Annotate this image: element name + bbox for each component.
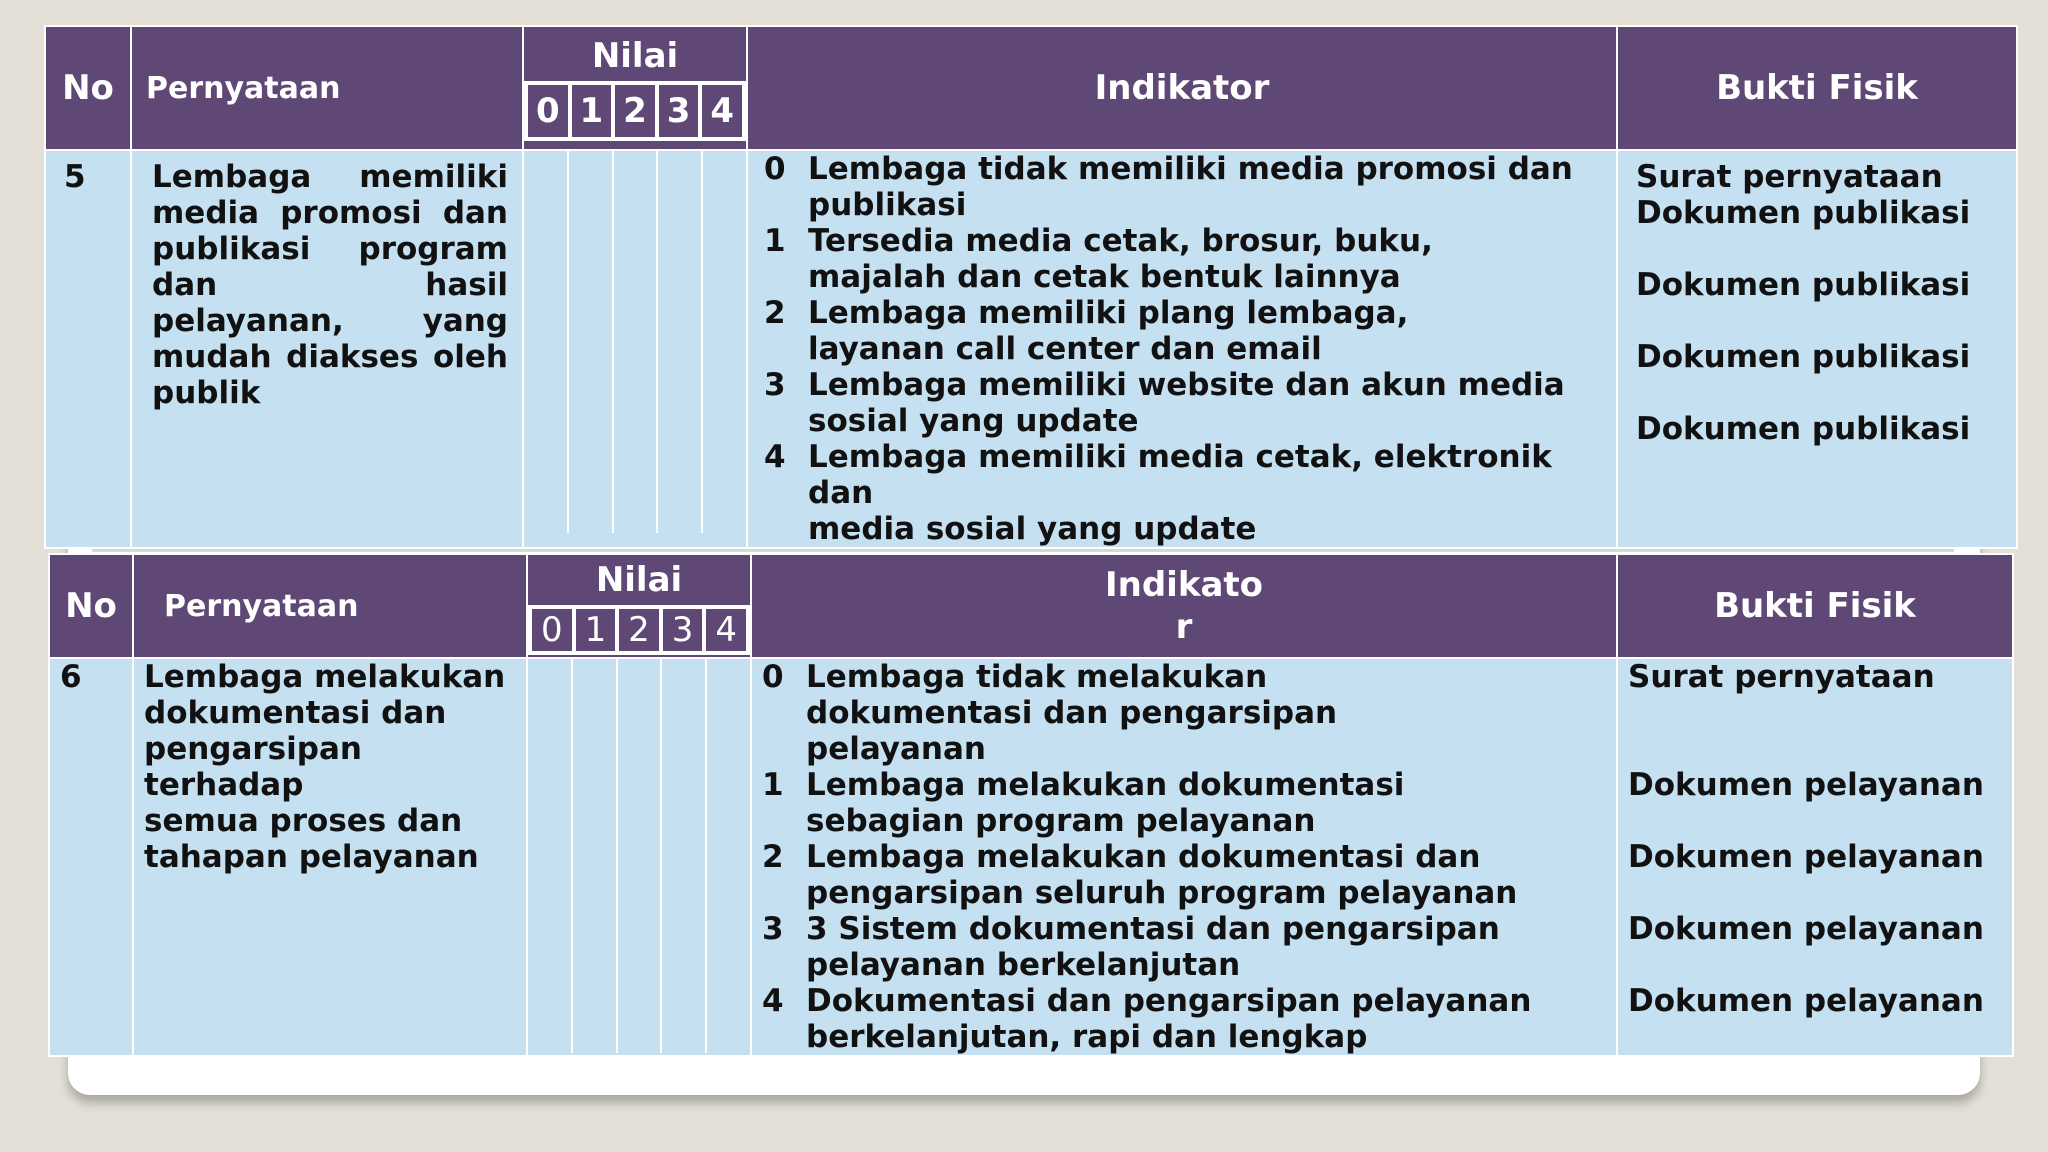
nilai-cell[interactable] <box>569 151 614 533</box>
header-nilai-label: Nilai <box>595 560 683 600</box>
bukti-item <box>1628 695 2012 731</box>
indikator-item <box>748 223 1616 295</box>
indikator-list <box>752 659 1616 1055</box>
nilai-cell[interactable] <box>618 659 663 1053</box>
header-nilai <box>523 26 747 150</box>
bukti-item: Dokumen pelayanan <box>1628 983 1984 1019</box>
row-indikator <box>747 150 1617 548</box>
indikator-line: pelayanan berkelanjutan <box>806 947 1241 983</box>
bukti-item: Dokumen pelayanan <box>1628 839 1984 875</box>
indikator-item <box>748 295 1616 367</box>
indikator-text <box>808 223 1433 295</box>
indikator-text <box>806 983 1531 1055</box>
indikator-number: 3 <box>762 911 784 947</box>
indikator-line: Tersedia media cetak, brosur, buku, <box>808 223 1433 259</box>
bukti-item: Dokumen publikasi <box>1636 267 1971 303</box>
indikator-text <box>806 659 1337 767</box>
bukti-item: Surat pernyataan <box>1628 659 1935 695</box>
indikator-line: Dokumentasi dan pengarsipan pelayanan <box>806 983 1532 1019</box>
row-no: 5 <box>45 150 131 548</box>
indikator-number: 3 <box>764 367 786 403</box>
indikator-line: pelayanan <box>806 731 986 767</box>
pernyataan-line: dokumentasi dan <box>144 695 447 731</box>
indikator-line: sebagian program pelayanan <box>806 803 1316 839</box>
header-no: No <box>45 26 131 150</box>
indikator-line: layanan call center dan email <box>808 331 1322 367</box>
indikator-number: 1 <box>764 223 786 259</box>
nilai-cell[interactable] <box>658 151 703 533</box>
bukti-list <box>1628 659 2012 1019</box>
indikator-item <box>752 767 1616 839</box>
header-indikator: Indikator <box>747 26 1617 150</box>
nilai-cell[interactable] <box>707 659 750 1053</box>
nilai-scale-4: 4 <box>698 81 746 141</box>
header-nilai <box>527 554 751 658</box>
nilai-scale-0: 0 <box>528 605 576 655</box>
indikator-text <box>808 439 1616 547</box>
bukti-item: Surat pernyataan <box>1636 159 1943 195</box>
row-bukti-fisik <box>1617 658 2013 1056</box>
indikator-item <box>752 839 1616 911</box>
indikator-line: Lembaga melakukan dokumentasi dan <box>806 839 1481 875</box>
indikator-number: 0 <box>762 659 784 695</box>
indikator-line: Lembaga memiliki website dan akun media <box>808 367 1565 403</box>
indikator-text <box>808 367 1565 439</box>
header-indikator-line2: r <box>1175 607 1193 647</box>
bukti-item: Dokumen publikasi <box>1636 195 1971 231</box>
indikator-number: 2 <box>764 295 786 331</box>
indikator-line: berkelanjutan, rapi dan lengkap <box>806 1019 1368 1055</box>
indikator-text <box>806 839 1517 911</box>
indikator-line: Lembaga memiliki plang lembaga, <box>808 295 1409 331</box>
row-indikator <box>751 658 1617 1056</box>
pernyataan-line: pengarsipan terhadap <box>144 731 362 803</box>
bukti-item <box>1628 947 2012 983</box>
bukti-item: Dokumen publikasi <box>1636 411 1971 447</box>
indikator-line: 3 Sistem dokumentasi dan pengarsipan <box>806 911 1500 947</box>
indikator-line: Lembaga tidak memiliki media promosi dan <box>808 151 1573 187</box>
indikator-number: 4 <box>762 983 784 1019</box>
header-pernyataan: Pernyataan <box>131 26 523 150</box>
nilai-scale-3: 3 <box>655 81 703 141</box>
nilai-scale-0: 0 <box>524 81 572 141</box>
nilai-cell[interactable] <box>614 151 659 533</box>
row-bukti-fisik <box>1617 150 2017 548</box>
table-item-5 <box>44 25 2018 549</box>
nilai-cell[interactable] <box>528 659 573 1053</box>
indikator-line: publikasi <box>808 187 967 223</box>
header-no: No <box>49 554 133 658</box>
bukti-item <box>1628 875 2012 911</box>
indikator-line: pengarsipan seluruh program pelayanan <box>806 875 1518 911</box>
indikator-list <box>748 151 1616 547</box>
row-pernyataan <box>133 658 527 1056</box>
nilai-scale-4: 4 <box>702 605 750 655</box>
indikator-line: Lembaga melakukan dokumentasi <box>806 767 1405 803</box>
nilai-cells <box>523 150 747 548</box>
header-pernyataan: Pernyataan <box>133 554 527 658</box>
nilai-scale-1: 1 <box>568 81 616 141</box>
indikator-number: 4 <box>764 439 786 475</box>
pernyataan-line: tahapan pelayanan <box>144 839 479 875</box>
indikator-line: majalah dan cetak bentuk lainnya <box>808 259 1401 295</box>
indikator-text <box>806 767 1404 839</box>
bukti-item: Dokumen publikasi <box>1636 339 1971 375</box>
indikator-number: 1 <box>762 767 784 803</box>
indikator-number: 0 <box>764 151 786 187</box>
bukti-item <box>1636 231 2016 267</box>
indikator-line: media sosial yang update <box>808 511 1257 547</box>
indikator-line: Lembaga tidak melakukan <box>806 659 1268 695</box>
indikator-item <box>752 911 1616 983</box>
indikator-item <box>748 439 1616 547</box>
table-item-6 <box>48 553 2014 1057</box>
indikator-item <box>748 151 1616 223</box>
nilai-cell[interactable] <box>524 151 569 533</box>
bukti-item: Dokumen pelayanan <box>1628 767 1984 803</box>
bukti-item <box>1628 803 2012 839</box>
indikator-line: sosial yang update <box>808 403 1139 439</box>
pernyataan-line: semua proses dan <box>144 803 463 839</box>
nilai-scale-2: 2 <box>611 81 659 141</box>
indikator-item <box>752 659 1616 767</box>
header-nilai-label: Nilai <box>591 36 679 76</box>
header-bukti-fisik: Bukti Fisik <box>1617 26 2017 150</box>
bukti-item: Dokumen pelayanan <box>1628 911 1984 947</box>
row-no: 6 <box>49 658 133 1056</box>
indikator-line: dokumentasi dan pengarsipan <box>806 695 1338 731</box>
pernyataan-line: Lembaga melakukan <box>144 659 506 695</box>
nilai-scale-2: 2 <box>615 605 663 655</box>
indikator-text <box>808 295 1408 367</box>
bukti-item <box>1636 303 2016 339</box>
header-indikator-line1: Indikato <box>1104 565 1263 605</box>
indikator-line: Lembaga memiliki media cetak, elektronik dan <box>808 439 1552 511</box>
nilai-cells <box>527 658 751 1056</box>
indikator-number: 2 <box>762 839 784 875</box>
bukti-item <box>1636 375 2016 411</box>
nilai-scale-3: 3 <box>659 605 707 655</box>
indikator-item <box>748 367 1616 439</box>
indikator-text <box>806 911 1500 983</box>
nilai-cell[interactable] <box>573 659 618 1053</box>
bukti-list <box>1636 159 2016 447</box>
header-bukti-fisik: Bukti Fisik <box>1617 554 2013 658</box>
bukti-item <box>1628 731 2012 767</box>
indikator-text <box>808 151 1573 223</box>
indikator-item <box>752 983 1616 1055</box>
pernyataan-lines <box>144 659 526 875</box>
row-pernyataan: Lembaga memiliki media promosi dan publikasi program dan hasil pelayanan, yang mudah diakses oleh publik <box>131 150 523 548</box>
header-indikator <box>751 554 1617 658</box>
nilai-cell[interactable] <box>703 151 746 533</box>
nilai-cell[interactable] <box>662 659 707 1053</box>
nilai-scale-1: 1 <box>572 605 620 655</box>
